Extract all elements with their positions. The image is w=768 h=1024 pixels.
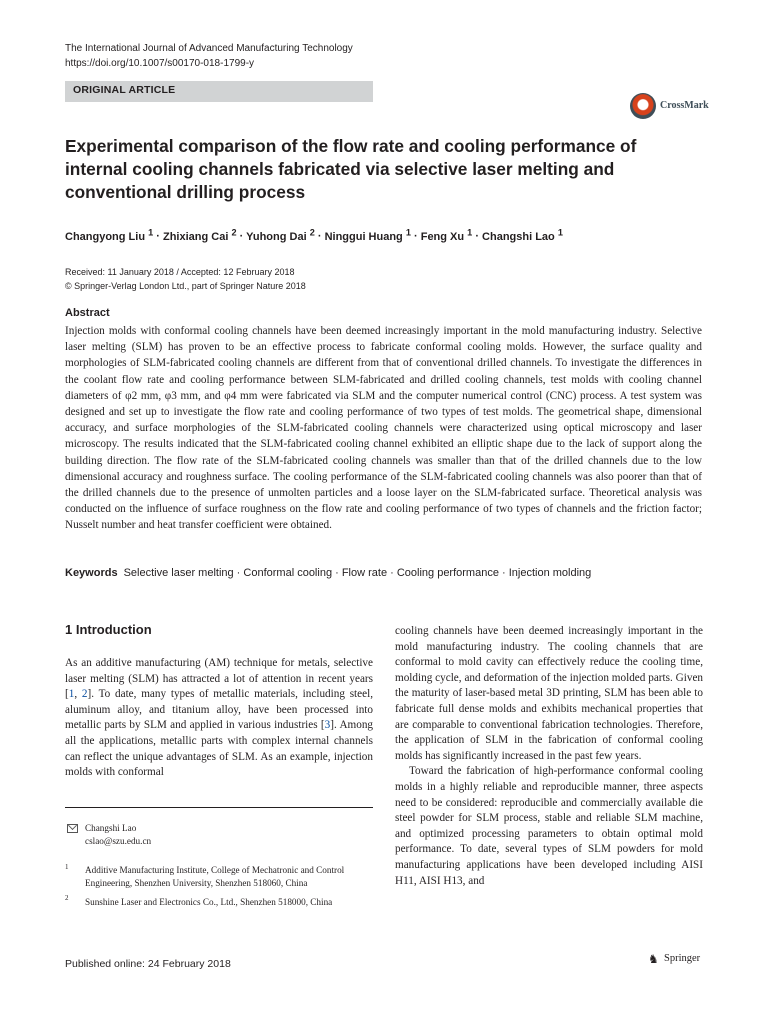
published-date: Published online: 24 February 2018 (65, 958, 231, 970)
journal-name: The International Journal of Advanced Manufacturing Technology (65, 43, 353, 54)
article-type: ORIGINAL ARTICLE (73, 84, 176, 96)
author[interactable]: Zhixiang Cai $^2$ (162, 227, 237, 243)
springer-logo[interactable] (648, 952, 738, 968)
paragraph: As an additive manufacturing (AM) technique for metals, selective laser melting (SLM) has attracted a lot of attention in recent years [1, 2]. To date, many types of metallic materials, including steel, aluminum alloy, and titanium alloy, have been processed into metallic parts by SLM and applied in various industries [3]. Among all the applications, metallic parts with complex internal channels can reflect the unique advantages of SLM. As an example, injection molds with conformal (65, 657, 374, 779)
author[interactable]: Changyong Liu $^1$ (65, 227, 154, 243)
article-type-banner (65, 81, 373, 102)
abstract-heading: Abstract (65, 307, 110, 319)
paragraph: Toward the fabrication of high-performance conformal cooling molds in a highly reliable and reproducible manner, three aspects need to be considered: reproducible and commercially available die steel powder for SLM process, stable and reliable SLM machine, and optimized processing parameters to obtain optimal mold performance. To date, several types of SLM powders for mold manufacturing applications have been developed including AISI H11, AISI H13, and (395, 765, 703, 887)
publisher-name: Springer (664, 953, 701, 964)
crossmark-label: CrossMark (660, 100, 709, 111)
keywords (65, 567, 705, 579)
section-heading: 1 Introduction (65, 622, 152, 637)
article-dates (65, 265, 306, 293)
copyright: © Springer-Verlag London Ltd., part of Springer Nature 2018 (65, 281, 306, 291)
author[interactable]: Changshi Lao $^1$ (482, 227, 563, 243)
affiliation-2: Sunshine Laser and Electronics Co., Ltd., Shenzhen 518000, China (85, 897, 333, 907)
keywords-list: Selective laser melting · Conformal cooling · Flow rate · Cooling performance · Injection molding (123, 567, 592, 579)
abstract-text: Injection molds with conformal cooling channels have been deemed increasingly important in the mold manufacturing industry. Selective laser melting (SLM) has proven to be an effective process to fabricate conformal cooling molds. However, the surface quality and morphologies of SLM-fabricated cooling channels are different from that of conventional drilled channels. To investigate the differences in the coolant flow rate and cooling performance between SLM-fabricated and drilled cooling channels, test molds with cooling channel diameters of φ2 mm, φ3 mm, and φ4 mm were fabricated via SLM and the computer numerical control (CNC) process. A test system was designed and set up to investigate the flow rate and cooling performance of two types of test molds. The geometrical shape, dimensional accuracy, and surface morphologies of the SLM-fabricated cooling channels were characterized using optical microscopy and laser microscopy. The results indicated that the SLM-fabricated cooling channel exhibited an elliptic shape due to the lack of support along the building direction. The flow rate of the SLM-fabricated cooling channels was smaller than that of the drilled channels due to the low dimensional accuracy and roughness surface. The cooling performance of the SLM-fabricated cooling channels was also poorer than that of the drilled channels due to the presence of unmolten particles and a loose layer on the SLM-fabricated surface. Theoretical analysis was conducted on the influence of surface roughness on the flow rate and cooling performance of two types of channels and the friction factor; Nusselt number and heat transfer coefficient were obtained. (65, 325, 702, 532)
crossmark-badge[interactable] (630, 93, 740, 121)
article-title: Experimental comparison of the flow rate and cooling performance of internal cooling channels fabricated via selective laser melting and conventional drilling process (65, 136, 637, 202)
springer-horse-icon: ♞ (648, 952, 659, 966)
doi-link[interactable]: https://doi.org/10.1007/s00170-018-1799-y (65, 58, 255, 69)
affiliation-number: 1 (65, 863, 69, 871)
right-column (395, 624, 703, 889)
paragraph: cooling channels have been deemed increasingly important in the mold manufacturing industry. The cooling channels that are conformal to mold cavity can effectively reduce the cooling time, molding cycle, and deformation of the injection molded parts. Given the maturity of laser-based metal 3D printing, SLM has been able to fabricate full dense molds and exhibits mechanical properties that are comparable to conventional fabrication technologies. Therefore, the application of SLM in the fabrication of conformal cooling molds has significantly increased in the past few years. (395, 625, 703, 762)
footnote-divider (65, 807, 373, 808)
left-column (65, 656, 373, 781)
author-list: Changyong Liu $^1$ · Zhixiang Cai $^2$ · Yuhong Dai $^2$ · Ninggui Huang $^1$ · Feng Xu $^1$ · Changshi Lao $^1$ (65, 227, 563, 243)
corresponding-author: Changshi Lao (85, 823, 137, 833)
citation-link[interactable]: 2 (81, 688, 88, 701)
citation-link[interactable]: 3 (324, 719, 331, 732)
author[interactable]: Yuhong Dai $^2$ (246, 227, 315, 243)
author[interactable]: Ninggui Huang $^1$ (324, 227, 411, 243)
affiliation-1: Additive Manufacturing Institute, College of Mechatronic and Control Engineering, Shenzhen University, Shenzhen 518060, China (85, 865, 345, 888)
affiliation-number: 2 (65, 894, 69, 902)
crossmark-icon (630, 93, 656, 119)
citation-link[interactable]: 1 (68, 688, 75, 701)
keywords-label: Keywords (65, 567, 118, 579)
corresponding-email[interactable]: cslao@szu.edu.cn (85, 836, 152, 846)
received-accepted: Received: 11 January 2018 / Accepted: 12 February 2018 (65, 267, 295, 277)
journal-header (65, 41, 353, 71)
envelope-icon (67, 824, 78, 833)
author[interactable]: Feng Xu $^1$ (420, 227, 473, 243)
